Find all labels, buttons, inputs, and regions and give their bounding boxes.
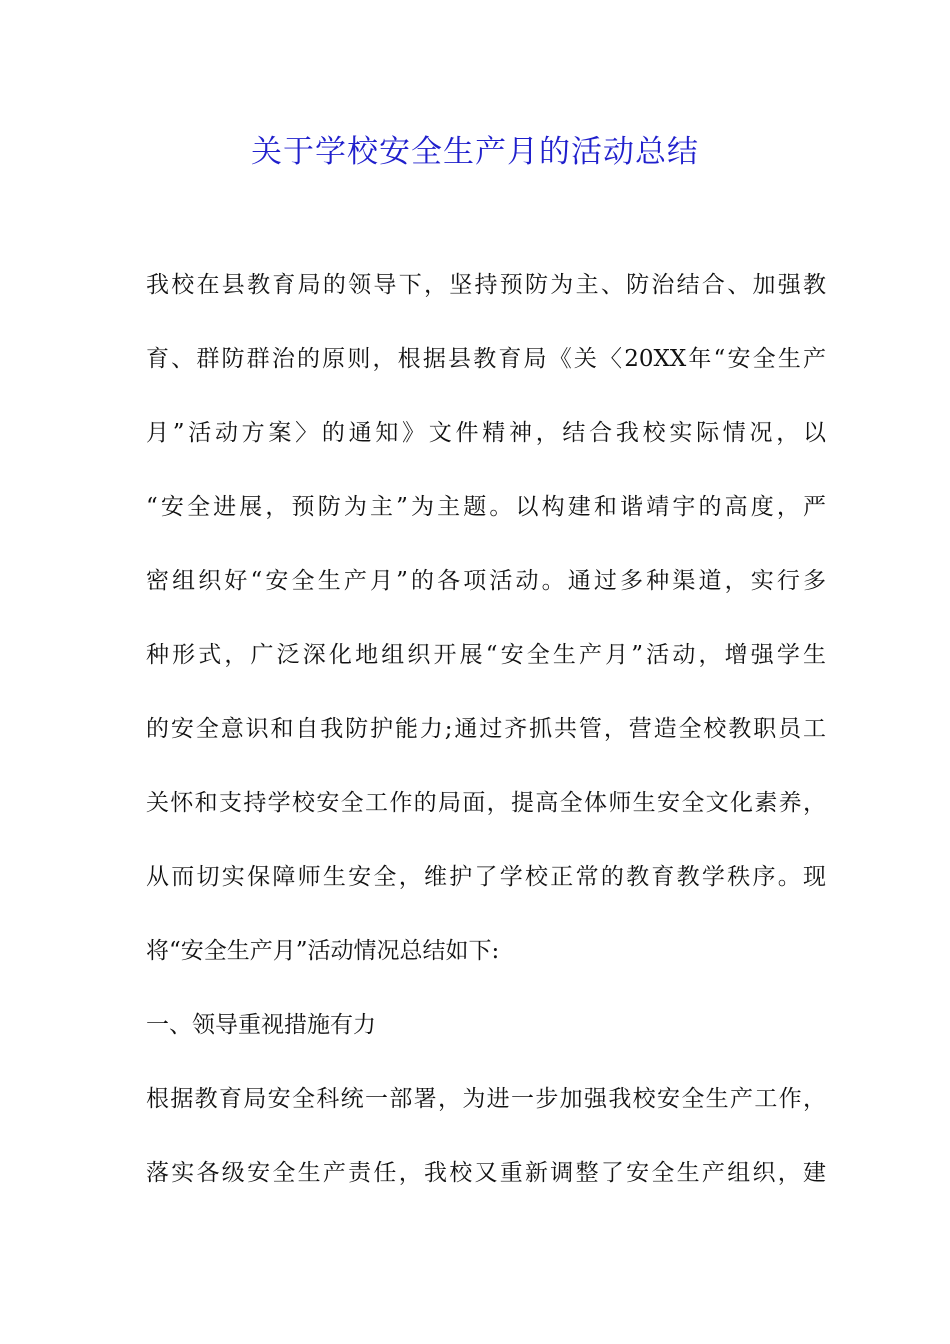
document-body [146,262,826,1224]
body-line: “安全进展，预防为主”为主题。以构建和谐靖宇的高度，严 [146,494,826,520]
body-line: 落实各级安全生产责任，我校又重新调整了安全生产组织，建 [146,1160,826,1186]
document-title: 关于学校安全生产月的活动总结 [251,134,699,170]
body-line: 我校在县教育局的领导下，坚持预防为主、防治结合、加强教 [146,272,826,298]
body-line: 从而切实保障师生安全，维护了学校正常的教育教学秩序。现 [146,864,826,890]
body-line: 密组织好“安全生产月”的各项活动。通过多种渠道，实行多 [146,568,826,594]
body-line: 将“安全生产月”活动情况总结如下: [146,938,500,964]
body-line: 根据教育局安全科统一部署，为进一步加强我校安全生产工作， [146,1086,826,1112]
section-heading: 一、领导重视措施有力 [146,1012,376,1038]
body-line: 月”活动方案〉的通知》文件精神，结合我校实际情况，以 [146,420,826,446]
body-line: 关怀和支持学校安全工作的局面，提高全体师生安全文化素养， [146,790,826,816]
body-line: 育、群防群治的原则，根据县教育局《关〈20XX年“安全生产 [146,346,826,372]
body-line: 的安全意识和自我防护能力;通过齐抓共管，营造全校教职员工 [146,716,826,742]
body-line: 种形式，广泛深化地组织开展“安全生产月”活动，增强学生 [146,642,826,668]
